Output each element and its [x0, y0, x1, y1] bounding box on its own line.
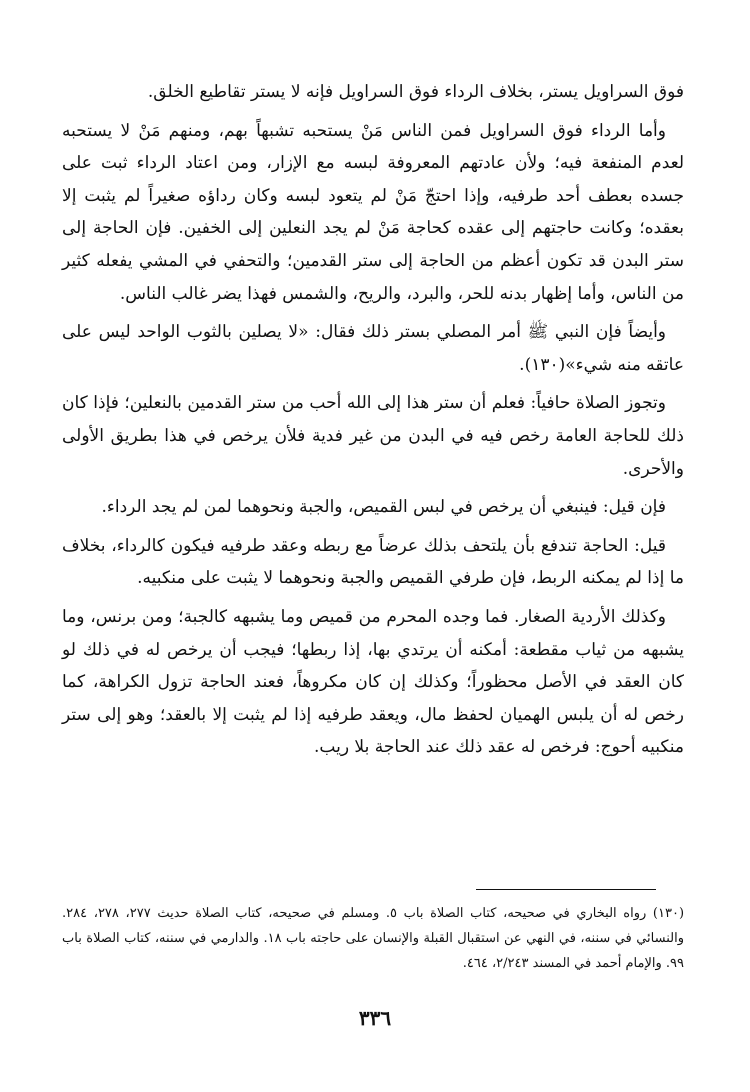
- paragraph: وأيضاً فإن النبي ﷺ أمر المصلي بستر ذلك فقال: «لا يصلين بالثوب الواحد ليس على عاتقه منه شيء»(١٣٠).: [62, 322, 684, 375]
- page-number: ٣٣٦: [358, 1006, 392, 1030]
- paragraph: فوق السراويل يستر، بخلاف الرداء فوق السراويل فإنه لا يستر تقاطيع الخلق.: [147, 82, 684, 102]
- main-text: [62, 76, 684, 770]
- paragraph: وأما الرداء فوق السراويل فمن الناس مَنْ يستحبه تشبهاً بهم، ومنهم مَنْ لا يستحبه لعدم المنفعة فيه؛ ولأن عادتهم المعروفة لبسه مع الإزار، ومن اعتاد الرداء ثبت على جسده بعطف أحد طرفيه، وإذا احتجّ مَنْ لم يتعود لبسه وكان رداؤه صغيراً لم يثبت إلا بعقده؛ وكانت حاجتهم إلى عقده كحاجة مَنْ لم يجد النعلين إلى الخفين. فإن الحاجة إلى ستر البدن قد تكون أعظم من الحاجة إلى ستر القدمين؛ والتحفي في المشي يفعله كثير من الناس، وأما إظهار بدنه للحر، والبرد، والريح، والشمس فهذا يضر غالب الناس.: [62, 120, 684, 304]
- footnote-divider: [476, 889, 656, 890]
- footnotes: [62, 901, 684, 976]
- paragraph: قيل: الحاجة تندفع بأن يلتحف بذلك عرضاً مع ربطه وعقد طرفيه فيكون كالرداء، بخلاف ما إذا لم يمكنه الربط، فإن طرفي القميص والجبة ونحوهما لا يثبت على منكبيه.: [62, 535, 684, 589]
- paragraph: فإن قيل: فينبغي أن يرخص في لبس القميص، والجبة ونحوهما لمن لم يجد الرداء.: [101, 497, 666, 518]
- paragraph: وكذلك الأردية الصغار. فما وجده المحرم من قميص وما يشبهه كالجبة؛ ومن برنس، وما يشبهه من ثياب مقطعة: أمكنه أن يرتدي بها، إذا ربطها؛ فيجب أن يرخص له في ذلك لو كان العقد في الأصل محظوراً؛ وكذلك إن كان مكروهاً، فعند الحاجة تزول الكراهة، كما رخص له أن يلبس الهميان لحفظ مال، ويعقد طرفيه إذا لم يثبت إلا بالعقد؛ وهو إلى ستر منكبيه أحوج: فرخص له عقد ذلك عند الحاجة بلا ريب.: [62, 606, 684, 758]
- paragraph: وتجوز الصلاة حافياً: فعلم أن ستر هذا إلى الله أحب من ستر القدمين بالنعلين؛ فإذا كان ذلك للحاجة العامة رخص فيه في البدن من غير فدية فلأن يرخص في هذا بطريق الأولى والأحرى.: [62, 393, 684, 479]
- footnote: (١٣٠) رواه البخاري في صحيحه، كتاب الصلاة باب ٥. ومسلم في صحيحه، كتاب الصلاة حديث ٢٧٧، ٢٧٨، ٢٨٤. والنسائي في سننه، في النهي عن استقبال القبلة والإنسان على حاجته باب ١٨. والدارمي في سننه، كتاب الصلاة باب ٩٩. والإمام أحمد في المسند ٢/٢٤٣، ٤٦٤.: [62, 906, 685, 971]
